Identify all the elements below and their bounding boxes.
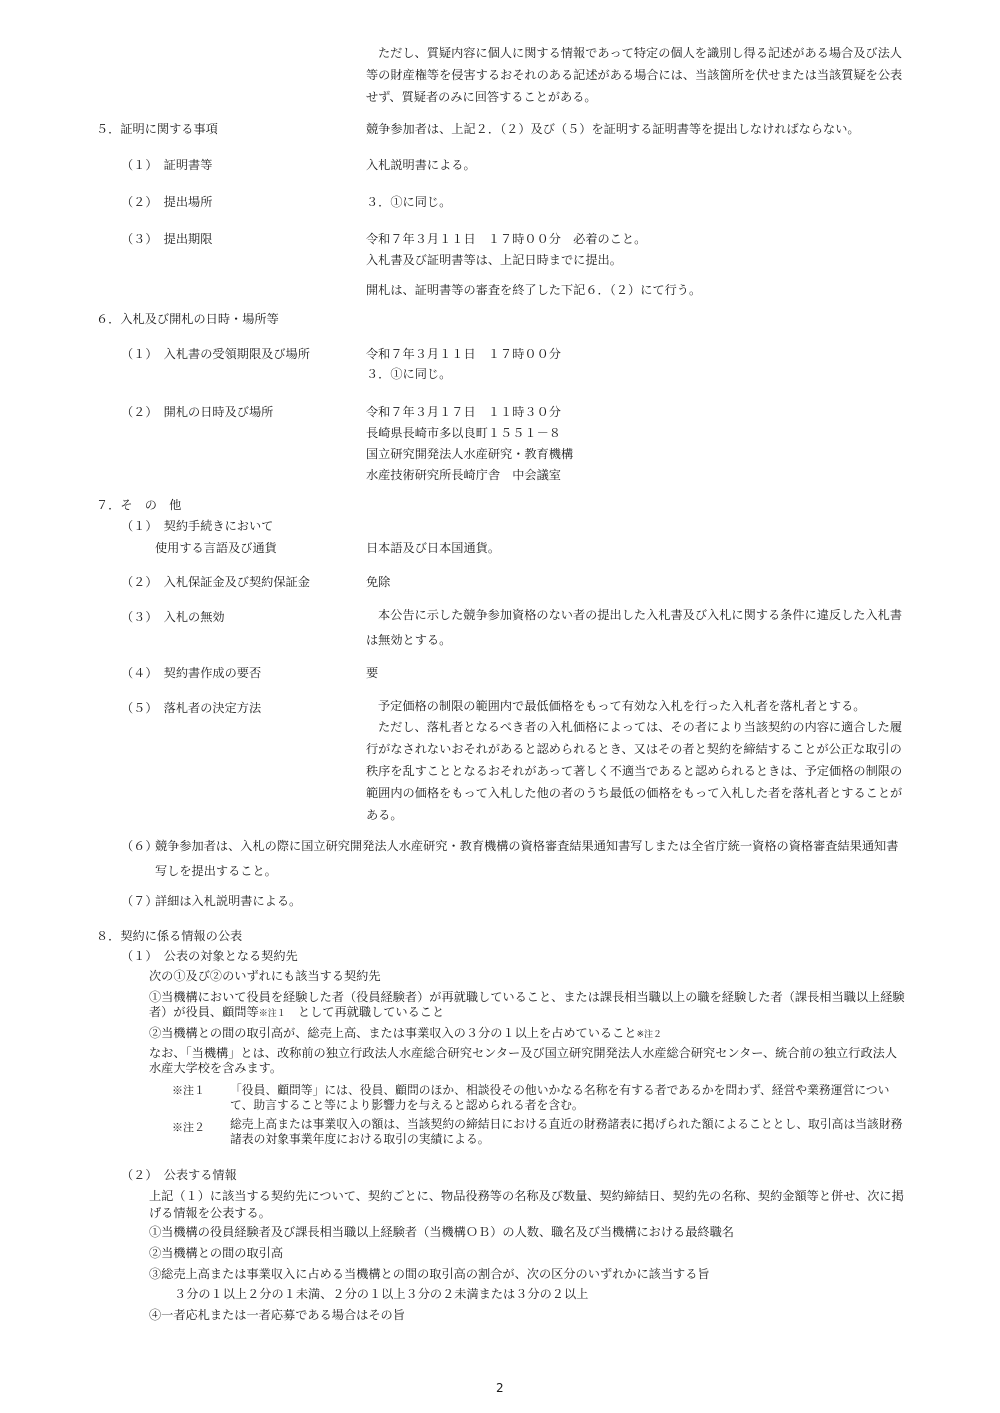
s8-item1-intro: 次の①及び②のいずれにも該当する契約先: [149, 969, 381, 983]
section-6-heading: ６．入札及び開札の日時・場所等: [96, 312, 279, 326]
section-8-heading: ８．契約に係る情報の公表: [96, 929, 243, 943]
s7-item7-text: 詳細は入札説明書による。: [155, 894, 302, 908]
s5-item1-value: 入札説明書による。: [366, 158, 476, 172]
s6-item2-value2: 長崎県長崎市多以良町１５５１－８: [366, 426, 561, 440]
s8-criterion-2-text: ②当機構との間の取引高が、総売上高、または事業収入の３分の１以上を占めていること: [149, 1026, 637, 1040]
s5-item3-value3: 開札は、証明書等の審査を終了した下記６．（２）にて行う。: [366, 283, 702, 297]
s5-item2-label: （２） 提出場所: [121, 195, 213, 209]
s5-item3-label: （３） 提出期限: [121, 232, 213, 246]
s7-item4-label: （４） 契約書作成の要否: [121, 666, 262, 680]
note-1-label: ※注１: [172, 1084, 205, 1097]
s6-item2-value4: 水産技術研究所長崎庁舎 中会議室: [366, 468, 561, 482]
note-1-text: 「役員、顧問等」には、役員、顧問のほか、相談役その他いかなる名称を有する者であるかを問わず、経営や業務運営について、助言すること等により影響力を与えると認められる者を含む。: [230, 1083, 890, 1112]
s7-item3-value: 本公告に示した競争参加資格のない者の提出した入札書及び入札に関する条件に違反した入札書は無効とする。: [366, 608, 903, 647]
s8-info-4: ④一者応札または一者応募である場合はその旨: [149, 1308, 405, 1322]
s7-item5-paragraph2: ただし、落札者となるべき者の入札価格によっては、その者により当該契約の内容に適合した履行がなされないおそれがあると認められるとき、又はその者と契約を締結することが公正な取引の秩序を乱すこととなるおそれがあって著しく不適当であると認められるときは、予定価格の制限の範囲内の価格をもって入札した他の者のうち最低の価格をもって入札した者を落札者とすることがある。: [366, 720, 903, 822]
section-5-body: 競争参加者は、上記２．（２）及び（５）を証明する証明書等を提出しなければならない。: [366, 122, 860, 136]
s7-item1-value: 日本語及び日本国通貨。: [366, 541, 501, 555]
s7-item5-paragraph1: 予定価格の制限の範囲内で最低価格をもって有効な入札を行った入札者を落札者とする。: [378, 699, 866, 713]
s5-item1-label: （１） 証明書等: [121, 158, 213, 172]
s8-nb-paragraph: なお、「当機構」とは、改称前の独立行政法人水産総合研究センター及び国立研究開発法人水産総合研究センター、統合前の独立行政法人水産大学校を含みます。: [149, 1046, 898, 1075]
s5-item3-value: 令和７年３月１１日 １７時００分 必着のこと。: [366, 232, 647, 246]
s6-item2-label: （２） 開札の日時及び場所: [121, 405, 274, 419]
s8-criterion-1-text-b: として再就職していること: [285, 1005, 445, 1019]
s8-criterion-2: [149, 1026, 909, 1043]
s5-item2-value: ３．①に同じ。: [366, 195, 452, 209]
s7-item3-label: （３） 入札の無効: [121, 610, 225, 624]
s8-item2-intro: 上記（１）に該当する契約先について、契約ごとに、物品役務等の名称及び数量、契約締結日、契約先の名称、契約金額等と併せ、次に掲げる情報を公表する。: [149, 1189, 904, 1220]
s7-item6-label: （６）: [121, 839, 158, 853]
s7-item1-label-a: （１） 契約手続きにおいて: [121, 519, 274, 533]
s8-item1-label: （１） 公表の対象となる契約先: [121, 949, 298, 963]
s6-item2-value3: 国立研究開発法人水産研究・教育機構: [366, 447, 574, 461]
s6-item1-label: （１） 入札書の受領期限及び場所: [121, 347, 310, 361]
s8-criterion-1-text-a: ①当機構において役員を経験した者（役員経験者）が再就職していること、または課長相当職以上の職を経験した者（課長相当職以上経験者）が役員、顧問等: [149, 990, 905, 1019]
s6-item1-value1: 令和７年３月１１日 １７時００分: [366, 347, 561, 361]
s7-item2-value: 免除: [366, 575, 391, 589]
s7-item5-label: （５） 落札者の決定方法: [121, 701, 262, 715]
s7-item4-value: 要: [366, 666, 379, 680]
s7-item6-text: 競争参加者は、入札の際に国立研究開発法人水産研究・教育機構の資格審査結果通知書写しまたは全省庁統一資格の資格審査結果通知書写しを提出すること。: [155, 839, 899, 878]
s6-item1-value2: ３．①に同じ。: [366, 367, 452, 381]
page-number: 2: [496, 1381, 504, 1395]
s7-item1-label-b: 使用する言語及び通貨: [155, 541, 277, 555]
s8-info-3-ranges: ３分の１以上２分の１未満、２分の１以上３分の２未満または３分の２以上: [174, 1287, 589, 1301]
note-2-label: ※注２: [172, 1121, 205, 1134]
s7-item2-label: （２） 入札保証金及び契約保証金: [121, 575, 310, 589]
s8-item2-label: （２） 公表する情報: [121, 1168, 237, 1182]
s5-item3-value2: 入札書及び証明書等は、上記日時までに提出。: [366, 253, 622, 267]
s8-info-1: ①当機構の役員経験者及び課長相当職以上経験者（当機構ＯＢ）の人数、職名及び当機構における最終職名: [149, 1225, 734, 1239]
intro-paragraph: ただし、質疑内容に個人に関する情報であって特定の個人を識別し得る記述がある場合及び法人等の財産権等を侵害するおそれのある記述がある場合には、当該箇所を伏せまたは当該質疑を公表せず、質疑者のみに回答することがある。: [366, 46, 903, 104]
s7-item7-label: （７）: [121, 894, 158, 908]
note-2-text: 総売上高または事業収入の額は、当該契約の締結日における直近の財務諸表に掲げられた額によることとし、取引高は当該財務諸表の対象事業年度における取引の実績による。: [230, 1117, 903, 1146]
s8-info-3: ③総売上高または事業収入に占める当機構との間の取引高の割合が、次の区分のいずれかに該当する旨: [149, 1267, 710, 1281]
s8-criterion-2-note-ref: ※注２: [636, 1030, 663, 1040]
section-7-heading: ７．そ の 他: [96, 498, 182, 512]
s8-criterion-1: [149, 990, 909, 1022]
s6-item2-value1: 令和７年３月１７日 １１時３０分: [366, 405, 561, 419]
s8-info-2: ②当機構との間の取引高: [149, 1246, 284, 1260]
s8-criterion-1-note-ref: ※注１: [258, 1009, 286, 1019]
section-5-heading: ５．証明に関する事項: [96, 122, 218, 136]
